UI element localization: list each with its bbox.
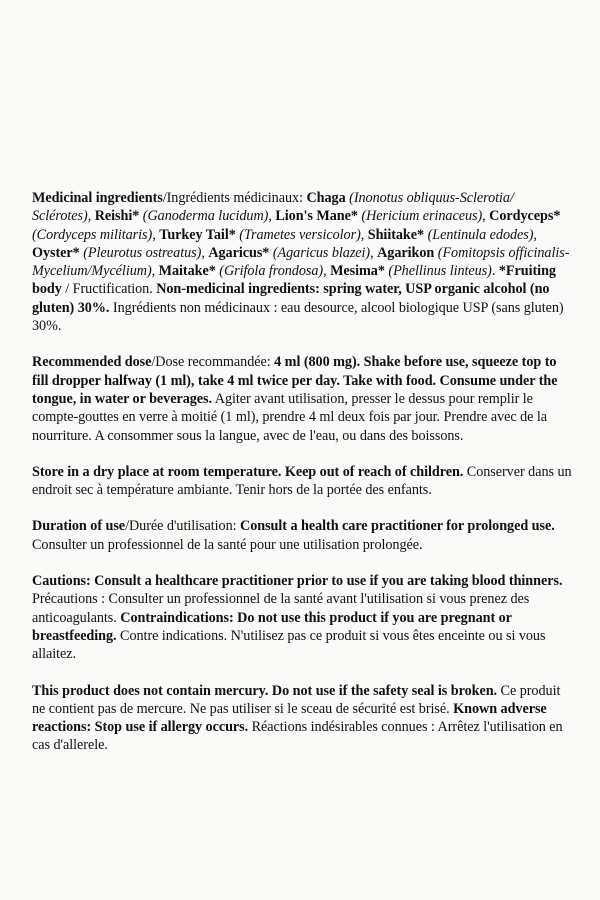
text-run: Conserver dans un endroit sec à température ambiante. Tenir hors de la portée des enfants.: [32, 463, 572, 499]
text-run: (Fomitopsis officinalis-Mycelium/Mycélium): [32, 244, 570, 280]
text-run: Contre indications. N'utilisez pas ce produit si vous êtes enceinte ou si vous allaitez.: [32, 627, 546, 663]
text-run: Store in a dry place at room temperature. Keep out of reach of children.: [32, 463, 464, 480]
product-label-text: [32, 189, 572, 773]
text-run: This product does not contain mercury. Do not use if the safety seal is broken.: [32, 682, 498, 699]
text-run: Ingrédients non médicinaux : eau desource, alcool biologique USP (sans gluten) 30%.: [32, 299, 564, 335]
text-run: (Ganoderma lucidum): [142, 208, 269, 225]
text-run: ,: [323, 263, 331, 280]
text-run: Agiter avant utilisation, presser le dessus pour remplir le compte-gouttes en verre à moitié (1 ml), prendre 4 ml deux fois par jour. Prendre avec de la nourriture. A consommer sous la langue, avec de l'eau, ou dans des boissons.: [32, 390, 548, 444]
text-run: ,: [268, 208, 276, 225]
text-run: *Fruiting body: [32, 263, 556, 298]
text-run: Cautions: Consult a healthcare practitioner prior to use if you are taking blood thinners.: [32, 573, 563, 590]
storage-paragraph: [32, 463, 572, 500]
text-run: Précautions : Consulter un professionnel de la santé avant l'utilisation si vous prenez des anticoagulants.: [32, 591, 530, 626]
text-run: ,: [370, 244, 378, 261]
text-run: Chaga: [306, 190, 350, 206]
text-run: ,: [360, 226, 368, 243]
text-run: Known adverse reactions: Stop use if allergy occurs.: [32, 700, 547, 736]
text-run: Contraindications: Do not use this product if you are pregnant or breastfeeding.: [32, 609, 512, 644]
text-run: (Hericium erinaceus): [361, 208, 483, 225]
text-run: /Ingrédients médicinaux:: [162, 190, 307, 206]
text-run: Agaricus*: [208, 244, 273, 261]
text-run: Recommended dose: [32, 354, 152, 371]
text-run: ,: [482, 208, 490, 225]
text-run: / Fructification.: [61, 281, 157, 298]
medicinal-ingredients-paragraph: [32, 189, 572, 335]
mercury-safety-paragraph: [32, 682, 572, 755]
text-run: Maitake*: [158, 263, 220, 280]
text-run: (Cordyceps militaris): [32, 226, 153, 243]
recommended-dose-paragraph: [32, 353, 572, 444]
text-run: ,: [533, 226, 537, 243]
text-run: /Durée d'utilisation:: [125, 518, 240, 535]
text-run: Medicinal ingredients: [32, 190, 163, 206]
text-run: ,: [152, 226, 160, 243]
text-run: (Trametes versicolor): [239, 226, 361, 243]
text-run: /Dose recommandée:: [151, 354, 275, 371]
cautions-paragraph: [32, 572, 572, 663]
text-run: Reishi*: [94, 208, 143, 225]
text-run: Mesima*: [330, 263, 389, 280]
text-run: (Inonotus obliquus-Sclerotia/ Sclérotes): [32, 190, 514, 225]
text-run: (Agaricus blazei): [272, 244, 371, 261]
text-run: ,: [151, 263, 159, 280]
duration-of-use-paragraph: [32, 517, 572, 554]
text-run: Agarikon: [377, 244, 438, 261]
text-run: Consulter un professionnel de la santé pour une utilisation prolongée.: [32, 536, 423, 553]
text-run: .: [491, 263, 499, 280]
text-run: Consult a health care practitioner for prolonged use.: [240, 518, 555, 535]
text-run: Cordyceps*: [489, 208, 561, 225]
text-run: Duration of use: [32, 518, 126, 535]
text-run: Oyster*: [32, 244, 84, 261]
text-run: (Lentinula edodes): [427, 226, 534, 243]
text-run: Ce produit ne contient pas de mercure. Ne pas utiliser si le sceau de sécurité est brisé.: [32, 682, 561, 717]
text-run: (Grifola frondosa): [219, 263, 324, 280]
text-run: Turkey Tail*: [159, 226, 240, 243]
text-run: (Pleurotus ostreatus): [83, 244, 202, 261]
text-run: (Phellinus linteus): [388, 263, 492, 280]
text-run: ,: [87, 208, 95, 225]
text-run: Lion's Mane*: [275, 208, 362, 225]
text-run: 4 ml (800 mg). Shake before use, squeeze top to fill dropper halfway (1 ml), take 4 ml twice per day. Take with food. Consume under the tongue, in water or beverages.: [32, 354, 558, 407]
text-run: Non-medicinal ingredients: spring water, USP organic alcohol (no gluten) 30%.: [32, 281, 550, 316]
text-run: Réactions indésirables connues : Arrêtez l'utilisation en cas d'allerele.: [32, 719, 563, 754]
text-run: ,: [201, 244, 209, 261]
text-run: Shiitake*: [367, 226, 428, 243]
